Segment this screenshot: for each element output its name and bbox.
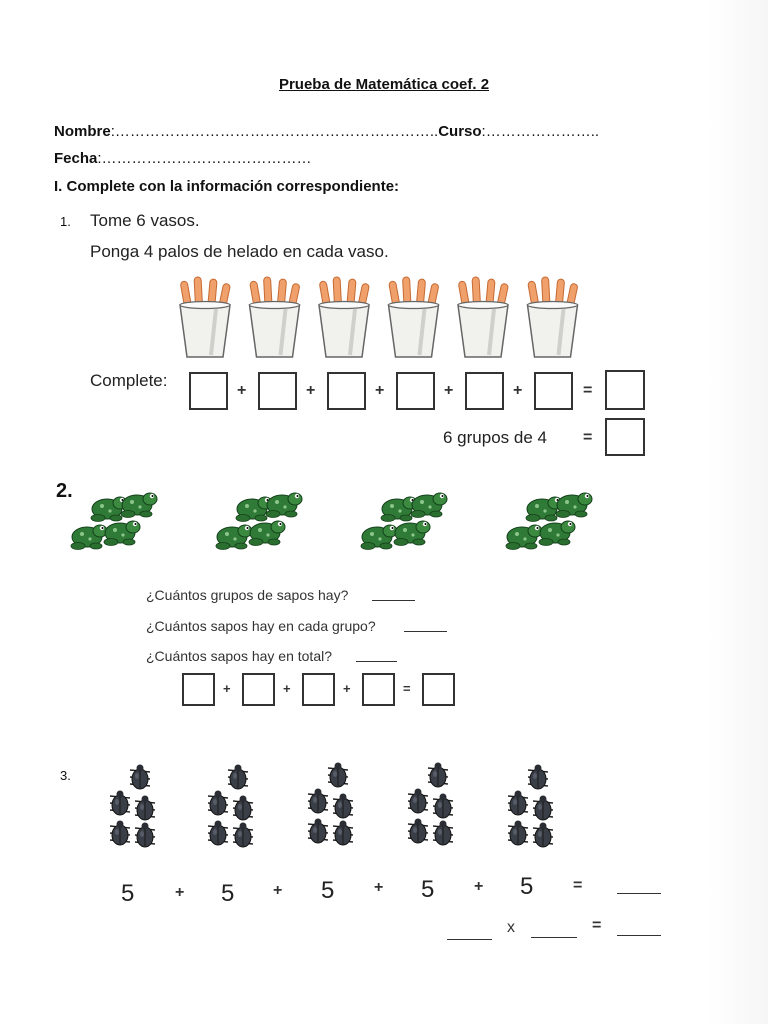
beetle-icon — [130, 765, 150, 790]
beetle-icon — [408, 789, 428, 814]
frog-icon — [216, 525, 252, 550]
equals-sign: = — [573, 877, 583, 894]
plus-sign: + — [283, 681, 291, 696]
frog-icon — [104, 521, 140, 546]
scan-edge-shade — [708, 0, 768, 1024]
plus-sign: + — [444, 382, 454, 399]
beetle-icon — [135, 823, 155, 848]
beetle-icon — [233, 823, 253, 848]
q2-question-1: ¿Cuántos grupos de sapos hay? — [146, 587, 349, 603]
frog-icon — [236, 497, 272, 522]
equals-sign: = — [583, 429, 593, 446]
q3-product-blank[interactable] — [617, 935, 661, 936]
q3-sum-blank[interactable] — [617, 893, 661, 894]
q1-answer-box-3[interactable] — [327, 372, 366, 410]
q1-instruction-2: Ponga 4 palos de helado en cada vaso. — [90, 242, 389, 261]
frog-icon — [249, 521, 285, 546]
times-sign: x — [507, 919, 515, 936]
q2-number: 2. — [56, 480, 73, 502]
frog-icon — [71, 525, 107, 550]
q1-complete-label: Complete: — [90, 371, 168, 390]
cup-icon — [180, 277, 231, 357]
course-dots: :………………….. — [481, 123, 600, 140]
q3-number: 3. — [60, 768, 71, 783]
beetle-icon — [433, 794, 453, 819]
equals-sign: = — [583, 382, 593, 399]
q2-answer-blank-1[interactable] — [372, 600, 415, 601]
beetle-icon — [333, 794, 353, 819]
beetle-icon — [408, 819, 428, 844]
frog-icon — [556, 493, 592, 518]
q2-answer-blank-3[interactable] — [356, 661, 397, 662]
frog-icon — [506, 525, 542, 550]
frog-icon — [361, 525, 397, 550]
q1-groups-text: 6 grupos de 4 — [443, 428, 547, 447]
beetle-icon — [228, 765, 248, 790]
q1-answer-box-4[interactable] — [396, 372, 435, 410]
beetle-icon — [233, 796, 253, 821]
frog-icon — [526, 497, 562, 522]
cups-illustration — [170, 275, 600, 365]
plus-sign: + — [474, 878, 484, 895]
q1-sum-box[interactable] — [605, 370, 645, 410]
q3-addend: 5 — [520, 873, 534, 900]
beetle-icon — [110, 791, 130, 816]
plus-sign: + — [273, 882, 283, 899]
frogs-illustration — [60, 482, 620, 557]
name-dots: :……………………………………………………….. — [110, 123, 439, 140]
q2-question-2: ¿Cuántos sapos hay en cada grupo? — [146, 618, 376, 634]
plus-sign: + — [223, 681, 231, 696]
cup-icon — [319, 277, 370, 357]
q2-answer-blank-2[interactable] — [404, 631, 447, 632]
beetle-icon — [308, 819, 328, 844]
date-label: Fecha — [54, 150, 98, 167]
beetle-icon — [508, 791, 528, 816]
q1-product-box[interactable] — [605, 418, 645, 456]
date-dots: :…………………………………… — [97, 150, 312, 167]
q1-answer-box-6[interactable] — [534, 372, 573, 410]
cup-icon — [528, 277, 579, 357]
frog-icon — [91, 497, 127, 522]
beetle-icon — [508, 821, 528, 846]
course-label: Curso — [438, 123, 482, 140]
q3-addend: 5 — [121, 880, 135, 907]
q2-answer-box-1[interactable] — [182, 673, 215, 706]
frog-icon — [381, 497, 417, 522]
beetle-icon — [533, 823, 553, 848]
equals-sign: = — [592, 917, 602, 934]
beetle-icon — [433, 821, 453, 846]
plus-sign: + — [175, 884, 185, 901]
frog-icon — [121, 493, 157, 518]
q2-question-3: ¿Cuántos sapos hay en total? — [146, 648, 333, 664]
name-label: Nombre — [54, 123, 111, 140]
beetle-icon — [328, 763, 348, 788]
q3-factor-blank-1[interactable] — [447, 939, 492, 940]
beetles-illustration — [95, 760, 565, 855]
plus-sign: + — [343, 681, 351, 696]
date-line — [54, 150, 312, 167]
q1-answer-box-5[interactable] — [465, 372, 504, 410]
q3-addend: 5 — [421, 876, 435, 903]
beetle-icon — [528, 765, 548, 790]
cup-icon — [389, 277, 440, 357]
q3-addend: 5 — [221, 880, 235, 907]
beetle-icon — [208, 791, 228, 816]
beetle-icon — [333, 821, 353, 846]
frog-icon — [394, 521, 430, 546]
plus-sign: + — [374, 879, 384, 896]
beetle-icon — [428, 763, 448, 788]
q2-sum-box[interactable] — [422, 673, 455, 706]
q2-answer-box-3[interactable] — [302, 673, 335, 706]
plus-sign: + — [375, 382, 385, 399]
q1-answer-box-2[interactable] — [258, 372, 297, 410]
beetle-icon — [208, 821, 228, 846]
section-heading: I. Complete con la información correspondiente: — [54, 178, 400, 195]
plus-sign: + — [306, 382, 316, 399]
q1-answer-box-1[interactable] — [189, 372, 228, 410]
q1-number: 1. — [60, 214, 71, 229]
q2-answer-box-2[interactable] — [242, 673, 275, 706]
frog-icon — [266, 493, 302, 518]
cup-icon — [250, 277, 301, 357]
plus-sign: + — [513, 382, 523, 399]
name-line — [54, 123, 599, 140]
cup-icon — [458, 277, 509, 357]
q1-instruction-1: Tome 6 vasos. — [90, 211, 200, 230]
beetle-icon — [533, 796, 553, 821]
frog-icon — [539, 521, 575, 546]
beetle-icon — [308, 789, 328, 814]
q3-addend: 5 — [321, 877, 335, 904]
q2-answer-box-4[interactable] — [362, 673, 395, 706]
q3-factor-blank-2[interactable] — [531, 937, 577, 938]
beetle-icon — [135, 796, 155, 821]
equals-sign: = — [403, 681, 411, 696]
page-title: Prueba de Matemática coef. 2 — [278, 76, 490, 93]
beetle-icon — [110, 821, 130, 846]
plus-sign: + — [237, 382, 247, 399]
frog-icon — [411, 493, 447, 518]
